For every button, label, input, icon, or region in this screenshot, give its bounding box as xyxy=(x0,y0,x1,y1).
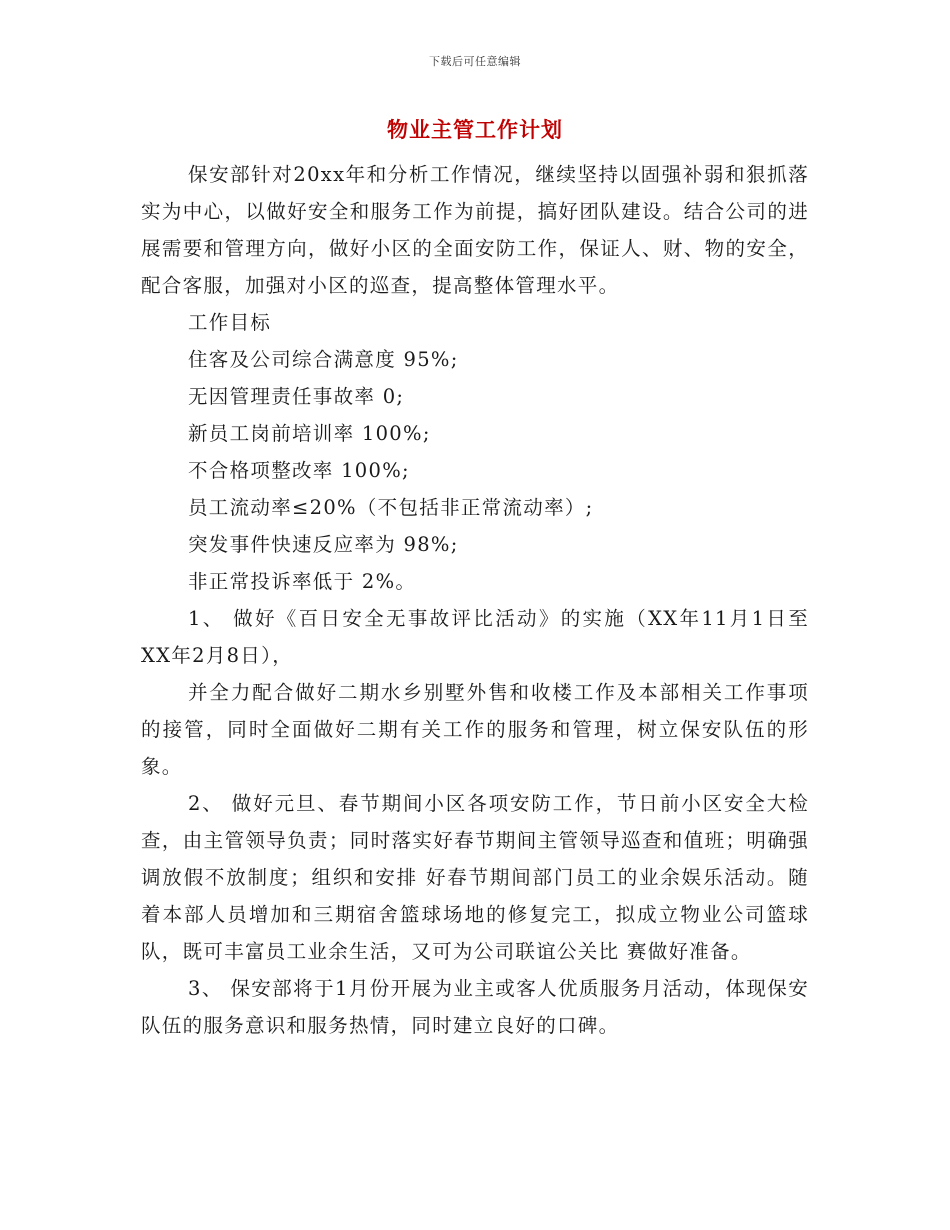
goals-heading: 工作目标 xyxy=(188,311,272,334)
document-body xyxy=(141,156,809,1044)
goal-item: 非正常投诉率低于 2%。 xyxy=(188,570,417,593)
goal-item: 不合格项整改率 100%; xyxy=(188,459,410,482)
goal-item: 无因管理责任事故率 0; xyxy=(188,385,405,408)
header-note: 下载后可任意编辑 xyxy=(429,55,521,68)
goal-item: 员工流动率≤20%（不包括非正常流动率）; xyxy=(188,496,594,519)
plan-item-2: 2、 做好元旦、春节期间小区各项安防工作，节日前小区安全大检查，由主管领导负责；同时落实好春节期间主管领导巡查和值班；明确强调放假不放制度；组织和安排 好春节期间部门员工的业余娱乐活动。随着本部人员增加和三期宿舍篮球场地的修复完工，拟成立物业公司篮球队，既可丰富员工业余生活，又可为公司联谊公关比 赛做好准备。 xyxy=(141,792,809,963)
goal-item: 突发事件快速反应率为 98%; xyxy=(188,533,459,556)
goal-item: 住客及公司综合满意度 95%; xyxy=(188,348,459,371)
plan-item-3: 3、 保安部将于1月份开展为业主或客人优质服务月活动，体现保安队伍的服务意识和服务热情，同时建立良好的口碑。 xyxy=(141,977,809,1037)
intro-paragraph: 保安部针对20xx年和分析工作情况，继续坚持以固强补弱和狠抓落实为中心，以做好安全和服务工作为前提，搞好团队建设。结合公司的进展需要和管理方向，做好小区的全面安防工作，保证人、财、物的安全，配合客服，加强对小区的巡查，提高整体管理水平。 xyxy=(141,163,809,297)
plan-item-1-continued: 并全力配合做好二期水乡别墅外售和收楼工作及本部相关工作事项的接管，同时全面做好二期有关工作的服务和管理，树立保安队伍的形象。 xyxy=(141,681,809,778)
plan-item-1: 1、 做好《百日安全无事故评比活动》的实施（XX年11月1日至XX年2月8日）， xyxy=(141,607,809,667)
document-title: 物业主管工作计划 xyxy=(387,117,563,142)
goal-item: 新员工岗前培训率 100%; xyxy=(188,422,431,445)
